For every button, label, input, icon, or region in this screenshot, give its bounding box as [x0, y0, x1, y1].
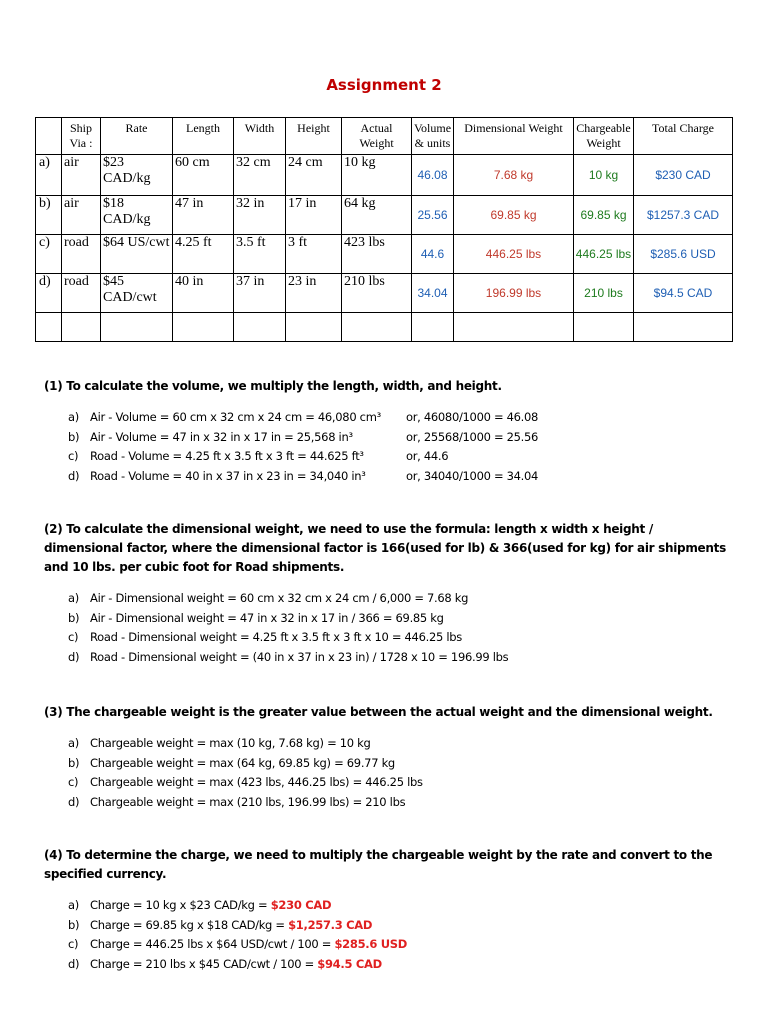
- width-cell: 3.5 ft: [234, 235, 286, 274]
- chargeable-weight-cell: 210 lbs: [574, 274, 634, 313]
- table-row: [36, 155, 733, 196]
- volume-cell: 46.08: [412, 155, 454, 196]
- actual-weight-cell: 423 lbs: [342, 235, 412, 274]
- header-chargeable-weight: Chargeable Weight: [574, 118, 634, 155]
- ship-via-cell: road: [62, 274, 101, 313]
- list-marker: d): [68, 956, 80, 971]
- header-volume: Volume & units: [412, 118, 454, 155]
- list-marker: a): [68, 591, 79, 605]
- ship-via-cell: road: [62, 235, 101, 274]
- height-cell: 23 in: [286, 274, 342, 313]
- list-item: [44, 589, 734, 609]
- length-cell: 4.25 ft: [173, 235, 234, 274]
- width-cell: 37 in: [234, 274, 286, 313]
- chargeable-weight-cell: 69.85 kg: [574, 196, 634, 235]
- list-item: [44, 648, 734, 668]
- charge-result: $94.5 CAD: [317, 956, 382, 971]
- header-dimensional-weight: Dimensional Weight: [454, 118, 574, 155]
- list-marker: d): [68, 649, 80, 664]
- total-charge-cell: $1257.3 CAD: [634, 196, 733, 235]
- table-row: [36, 196, 733, 235]
- rate-cell: $64 US/cwt: [101, 235, 173, 274]
- volume-cell: 25.56: [412, 196, 454, 235]
- list-marker: c): [68, 937, 79, 951]
- section-heading: (4) To determine the charge, we need to multiply the chargeable weight by the rate and convert to the specified currency.: [44, 848, 713, 881]
- list-text: Air - Dimensional weight = 47 in x 32 in x 17 in / 366 = 69.85 kg: [90, 610, 444, 625]
- section-heading: (2) To calculate the dimensional weight, we need to use the formula: length x width x height / dimensional factor, where the dimensional factor is 166(used for lb) & 366(used for kg) for air shipments and 10 lbs. per cubic foot for Road shipments.: [44, 522, 726, 574]
- header-width: Width: [234, 118, 286, 155]
- list-result: or, 25568/1000 = 25.56: [406, 429, 539, 444]
- width-cell: 32 cm: [234, 155, 286, 196]
- header-rate: Rate: [101, 118, 173, 155]
- rate-cell: $18 CAD/kg: [101, 196, 173, 235]
- volume-cell: 34.04: [412, 274, 454, 313]
- list-marker: b): [68, 917, 80, 932]
- list-marker: c): [68, 775, 79, 789]
- list-item: [44, 428, 734, 448]
- charge-result: $230 CAD: [270, 898, 332, 912]
- total-charge-cell: $230 CAD: [634, 155, 733, 196]
- table-header-row: [36, 118, 733, 155]
- list-text: Road - Volume = 4.25 ft x 3.5 ft x 3 ft = 44.625 ft³: [90, 449, 364, 463]
- width-cell: 32 in: [234, 196, 286, 235]
- list-text: Charge = 446.25 lbs x $64 USD/cwt / 100 =: [90, 937, 335, 951]
- dimensional-weight-cell: 69.85 kg: [454, 196, 574, 235]
- list-text: Charge = 69.85 kg x $18 CAD/kg =: [90, 917, 289, 932]
- list-marker: d): [68, 794, 80, 809]
- list-item: [44, 408, 734, 428]
- row-label: b): [36, 196, 62, 235]
- chargeable-weight-cell: 446.25 lbs: [574, 235, 634, 274]
- document-title: Assignment 2: [326, 76, 442, 94]
- actual-weight-cell: 64 kg: [342, 196, 412, 235]
- list-item: [44, 609, 734, 629]
- list-marker: a): [68, 410, 79, 424]
- header-actual-weight: Actual Weight: [342, 118, 412, 155]
- list-text: Charge = 210 lbs x $45 CAD/cwt / 100 =: [90, 956, 318, 971]
- list-marker: a): [68, 736, 79, 750]
- length-cell: 40 in: [173, 274, 234, 313]
- list-item: [44, 467, 734, 487]
- list-text: Road - Volume = 40 in x 37 in x 23 in = 34,040 in³: [90, 468, 366, 483]
- row-label: a): [36, 155, 62, 196]
- table-row-empty: [36, 313, 733, 342]
- list-text: Chargeable weight = max (423 lbs, 446.25 lbs) = 446.25 lbs: [90, 775, 423, 789]
- list-text: Air - Volume = 60 cm x 32 cm x 24 cm = 46,080 cm³: [90, 410, 381, 424]
- shipping-table: [35, 117, 733, 342]
- length-cell: 60 cm: [173, 155, 234, 196]
- list-text: Chargeable weight = max (64 kg, 69.85 kg) = 69.77 kg: [90, 755, 395, 770]
- section-heading: (3) The chargeable weight is the greater value between the actual weight and the dimensional weight.: [44, 705, 713, 719]
- list-marker: b): [68, 755, 80, 770]
- header-total-charge: Total Charge: [634, 118, 733, 155]
- list-marker: d): [68, 468, 80, 483]
- section-chargeable-weight: [44, 703, 734, 812]
- header-ship-via: Ship Via :: [62, 118, 101, 155]
- height-cell: 17 in: [286, 196, 342, 235]
- row-label: d): [36, 274, 62, 313]
- section-list: [44, 408, 734, 486]
- list-marker: a): [68, 898, 79, 912]
- list-result: or, 34040/1000 = 34.04: [406, 468, 539, 483]
- volume-cell: 44.6: [412, 235, 454, 274]
- header-height: Height: [286, 118, 342, 155]
- list-item: [44, 447, 734, 467]
- total-charge-cell: $94.5 CAD: [634, 274, 733, 313]
- height-cell: 3 ft: [286, 235, 342, 274]
- row-label: c): [36, 235, 62, 274]
- list-text: Road - Dimensional weight = (40 in x 37 in x 23 in) / 1728 x 10 = 196.99 lbs: [90, 649, 509, 664]
- section-list: [44, 896, 734, 974]
- list-result: or, 46080/1000 = 46.08: [406, 410, 539, 424]
- list-marker: c): [68, 449, 79, 463]
- list-item: [44, 916, 734, 936]
- height-cell: 24 cm: [286, 155, 342, 196]
- list-item: [44, 628, 734, 648]
- table-row: [36, 235, 733, 274]
- list-item: [44, 793, 734, 813]
- actual-weight-cell: 210 lbs: [342, 274, 412, 313]
- section-list: [44, 589, 734, 667]
- list-text: Charge = 10 kg x $23 CAD/kg =: [90, 898, 271, 912]
- list-result: or, 44.6: [406, 449, 449, 463]
- section-dimensional-weight: [44, 520, 734, 667]
- list-text: Road - Dimensional weight = 4.25 ft x 3.5 ft x 3 ft x 10 = 446.25 lbs: [90, 630, 462, 644]
- table-row: [36, 274, 733, 313]
- total-charge-cell: $285.6 USD: [634, 235, 733, 274]
- section-list: [44, 734, 734, 812]
- list-marker: b): [68, 429, 80, 444]
- section-heading: (1) To calculate the volume, we multiply the length, width, and height.: [44, 379, 502, 393]
- dimensional-weight-cell: 7.68 kg: [454, 155, 574, 196]
- list-text: Chargeable weight = max (10 kg, 7.68 kg) = 10 kg: [90, 736, 371, 750]
- list-item: [44, 734, 734, 754]
- charge-result: $1,257.3 CAD: [288, 917, 373, 932]
- list-text: Air - Dimensional weight = 60 cm x 32 cm x 24 cm / 6,000 = 7.68 kg: [90, 591, 469, 605]
- header-length: Length: [173, 118, 234, 155]
- header-blank: [36, 118, 62, 155]
- list-text: Chargeable weight = max (210 lbs, 196.99 lbs) = 210 lbs: [90, 794, 406, 809]
- ship-via-cell: air: [62, 155, 101, 196]
- list-text: Air - Volume = 47 in x 32 in x 17 in = 25,568 in³: [90, 429, 353, 444]
- list-item: [44, 955, 734, 975]
- section-charge: [44, 846, 734, 974]
- list-item: [44, 773, 734, 793]
- list-marker: b): [68, 610, 80, 625]
- section-volume: [44, 377, 734, 486]
- actual-weight-cell: 10 kg: [342, 155, 412, 196]
- list-item: [44, 754, 734, 774]
- ship-via-cell: air: [62, 196, 101, 235]
- rate-cell: $23 CAD/kg: [101, 155, 173, 196]
- charge-result: $285.6 USD: [334, 937, 408, 951]
- dimensional-weight-cell: 196.99 lbs: [454, 274, 574, 313]
- dimensional-weight-cell: 446.25 lbs: [454, 235, 574, 274]
- list-marker: c): [68, 630, 79, 644]
- length-cell: 47 in: [173, 196, 234, 235]
- rate-cell: $45 CAD/cwt: [101, 274, 173, 313]
- chargeable-weight-cell: 10 kg: [574, 155, 634, 196]
- list-item: [44, 935, 734, 955]
- list-item: [44, 896, 734, 916]
